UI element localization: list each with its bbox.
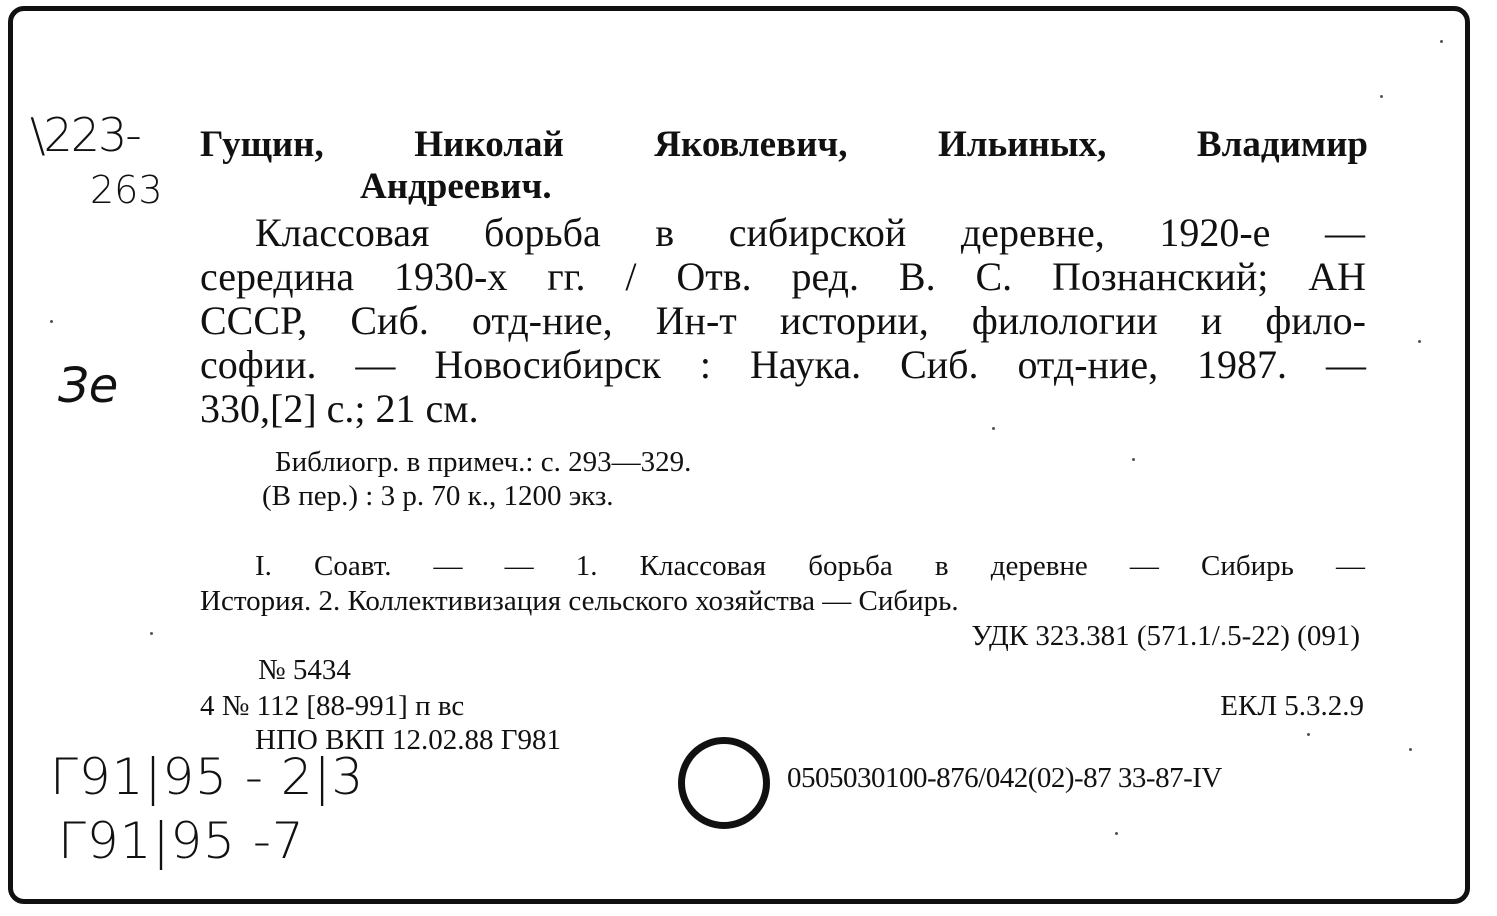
npo-line: НПО ВКП 12.02.88 Г981 [255,724,561,756]
author-heading [200,122,1368,167]
body-line-2: середина 1930-х гг. / Отв. ред. В. С. Познанский; АН [200,254,1366,299]
speck [150,632,153,635]
circle-mark [678,737,770,829]
handwritten-code-2: Г91|95 -7 [58,812,305,870]
speck [50,320,53,323]
body-line-3: СССР, Сиб. отд-ние, Ин-т истории, филологии и фило- [200,298,1366,343]
handwritten-code-1: Г91|95 - 2|3 [50,748,365,806]
speck [1409,748,1412,751]
body-line-4: софии. — Новосибирск : Наука. Сиб. отд-ние, 1987. — [200,342,1366,387]
handwritten-shelf-top: \223- [30,108,140,162]
speck [1440,40,1443,43]
ekl-code: ЕКЛ 5.3.2.9 [1220,690,1364,722]
body-line-5: 330,[2] с.; 21 см. [200,386,479,431]
speck [1307,733,1310,736]
udk-code: УДК 323.381 (571.1/.5-22) (091) [971,620,1360,652]
note-price: (В пер.) : 3 р. 70 к., 1200 экз. [262,480,614,512]
card-number: № 5434 [258,654,351,686]
coauthor-patronymic: Андреевич. [360,166,552,207]
speck [1115,832,1118,835]
catalog-code: 4 № 112 [88-991] п вс [200,690,465,722]
subject-line-2: История. 2. Коллективизация сельского хозяйства — Сибирь. [200,585,959,617]
speck [992,427,995,430]
author-patronymic: Яковлевич, [654,124,848,165]
speck [1418,340,1421,343]
author-surname: Гущин, [200,124,324,165]
speck [1132,458,1135,461]
note-bibliography: Библиогр. в примеч.: с. 293—329. [275,446,692,478]
speck [1380,95,1383,98]
handwritten-shelf-bottom: 263 [90,168,163,212]
subject-line-1: I. Соавт. — — 1. Классовая борьба в деревне — Сибирь — [255,550,1365,582]
coauthor-surname: Ильиных, [938,124,1107,165]
handwritten-mark: Зе [58,358,119,414]
index-code: 0505030100-876/042(02)-87 33-87-IV [787,762,1222,794]
author-first-name: Николай [414,124,564,165]
body-line-1: Классовая борьба в сибирской деревне, 1920-е — [255,210,1365,255]
coauthor-first-name: Владимир [1196,124,1368,165]
